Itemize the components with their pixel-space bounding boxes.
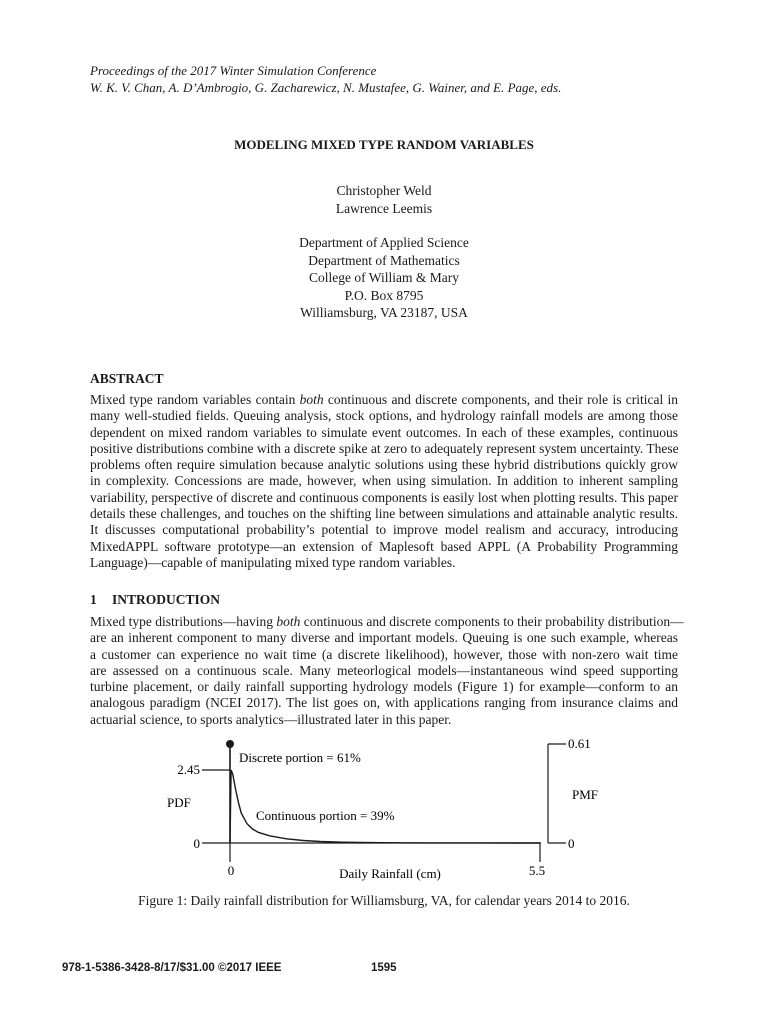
- affiliation-line: Williamsburg, VA 23187, USA: [300, 305, 468, 321]
- y-left-label: PDF: [167, 795, 191, 810]
- discrete-pmf-point: [226, 740, 234, 748]
- intro-line: analogous paradigm (NCEI 2017). The list goes on, with applications ranging from insurance claims and: [90, 695, 678, 711]
- abstract-line: problems often require simulation because analytic solutions using these hybrid distributions quickly grow: [90, 457, 678, 473]
- abstract-body: [90, 392, 678, 571]
- x-tick-label-0: 0: [227, 863, 235, 878]
- section-title: INTRODUCTION: [112, 592, 221, 607]
- author: Christopher Weld: [336, 183, 432, 198]
- y-right-tick-label-max: 0.61: [568, 736, 591, 751]
- abstract-line: It discusses computational probability’s potential to improve model realism and accuracy, introducing: [90, 522, 678, 538]
- introduction-heading: [90, 592, 220, 608]
- emphasis: both: [276, 614, 301, 629]
- affiliation-line: Department of Applied Science: [299, 235, 469, 250]
- abstract-line: MixedAPPL software prototype—an extension of Maplesoft based APPL (A Probability Programming: [90, 538, 678, 554]
- intro-line: are an inherent component to many diverse and important models. Queuing is one such example, whereas: [90, 630, 678, 646]
- y-right-tick-label-0: 0: [568, 836, 575, 851]
- abstract-line: in complexity. Concessions are made, however, when using simulation. In addition to inherent sampling: [90, 473, 678, 489]
- affiliation-line: P.O. Box 8795: [344, 287, 424, 303]
- y-left-tick-label-max: 2.45: [177, 762, 200, 777]
- author: Lawrence Leemis: [335, 201, 433, 216]
- page-number: 1595: [371, 962, 397, 974]
- paper-title: MODELING MIXED TYPE RANDOM VARIABLES: [234, 137, 534, 152]
- abstract-line: variability, perspective of discrete and continuous components is easily lost when plotting results. This paper: [90, 489, 678, 505]
- rainfall-distribution-chart: [0, 732, 768, 882]
- introduction-body: [90, 614, 684, 728]
- abstract-line: details these challenges, and touches on the shifting line between simulations and attainable analytic results.: [90, 506, 678, 522]
- intro-line: are assessed on a continuous scale. Many meteorlogical models—instantaneous wind speed supporting: [90, 662, 678, 678]
- discrete-annotation: Discrete portion = 61%: [239, 750, 361, 765]
- proceedings-header: [90, 62, 561, 96]
- abstract-line: Language)—capable of manipulating mixed type random variables.: [90, 554, 456, 570]
- intro-line: a customer can experience no wait time (a discrete likelihood), however, those with non-zero wait time: [90, 646, 678, 662]
- y-left-tick-label-0: 0: [193, 836, 200, 851]
- proceedings-title: Proceedings of the 2017 Winter Simulation Conference: [90, 63, 377, 78]
- abstract-line: Mixed type random variables contain both continuous and discrete components, and their role is critical in: [90, 392, 678, 407]
- section-number: 1: [90, 592, 97, 607]
- footer-isbn: 978-1-5386-3428-8/17/$31.00 ©2017 IEEE: [62, 962, 282, 974]
- intro-line: turbine placement, or daily rainfall supporting hydrology models (Figure 1) for example—conform to an: [90, 679, 678, 695]
- x-tick-label-max: 5.5: [528, 863, 546, 878]
- figure-caption: Figure 1: Daily rainfall distribution for Williamsburg, VA, for calendar years 2014 to 2016.: [138, 893, 630, 908]
- intro-line: actuarial science, to sports analytics—illustrated later in this paper.: [90, 711, 452, 727]
- abstract-line: positive distributions combine with a discrete spike at zero to adequately represent system uncertainty. These: [90, 440, 679, 456]
- continuous-annotation: Continuous portion = 39%: [256, 808, 395, 823]
- author-list: [0, 182, 768, 218]
- continuous-pdf-curve: [230, 770, 540, 843]
- y-right-label: PMF: [572, 787, 599, 802]
- x-axis-label: Daily Rainfall (cm): [339, 866, 441, 881]
- intro-line: Mixed type distributions—having both continuous and discrete components to their probability distribution—: [90, 614, 684, 629]
- abstract-line: dependent on mixed random variables to simulate event outcomes. In each of these examples, continuous: [90, 424, 678, 440]
- emphasis: both: [299, 392, 324, 407]
- editors-line: W. K. V. Chan, A. D’Ambrogio, G. Zacharewicz, N. Mustafee, G. Wainer, and E. Page, eds.: [90, 80, 562, 95]
- abstract-heading: ABSTRACT: [90, 371, 164, 386]
- abstract-line: many well-studied fields. Queuing analysis, stock options, and hydrology rainfall models are among those: [90, 408, 678, 424]
- affiliation-line: Department of Mathematics: [308, 252, 460, 268]
- affiliation-block: [0, 234, 768, 322]
- affiliation-line: College of William & Mary: [309, 270, 459, 286]
